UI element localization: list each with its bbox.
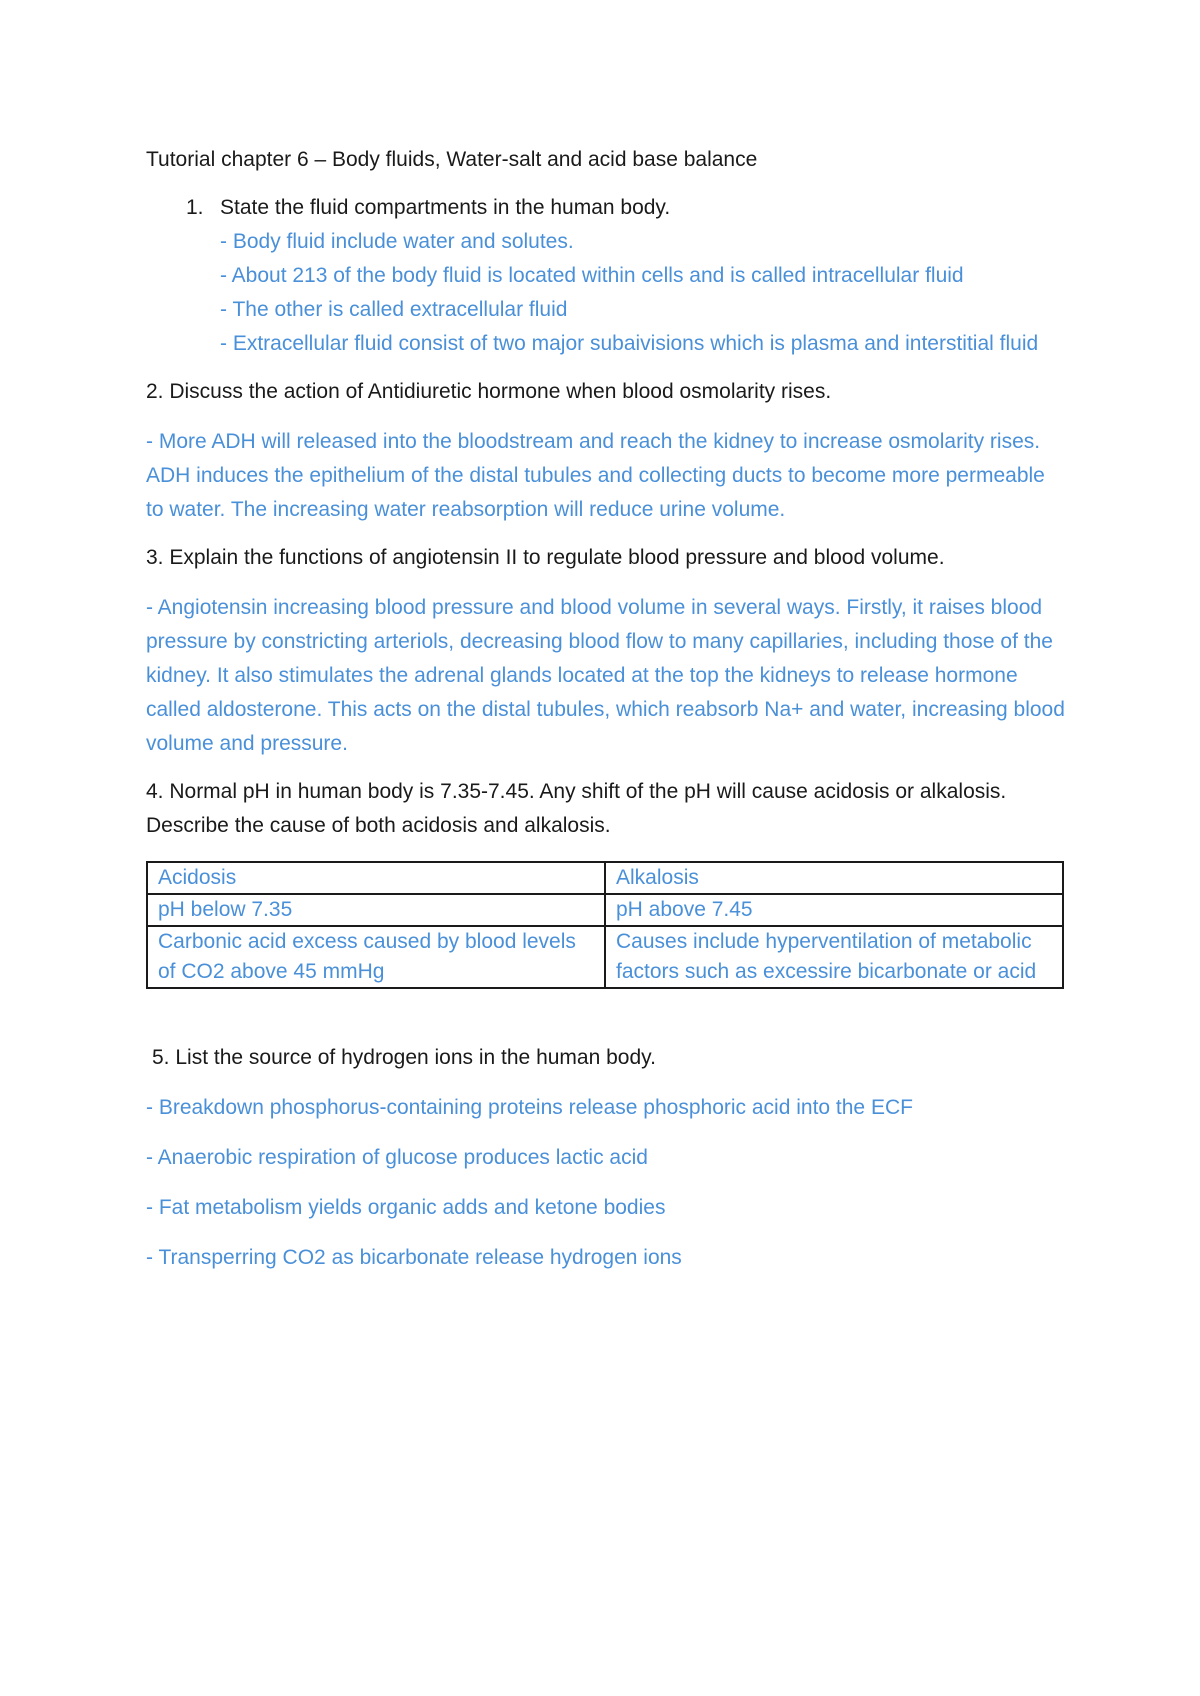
table-cell: pH below 7.35 xyxy=(147,894,605,926)
source-item: - Anaerobic respiration of glucose produces lactic acid xyxy=(146,1146,648,1169)
table-cell: Carbonic acid excess caused by blood levels of CO2 above 45 mmHg xyxy=(147,926,605,988)
question-2-text: 2. Discuss the action of Antidiuretic hormone when blood osmolarity rises. xyxy=(146,380,832,403)
table-header-cell: Alkalosis xyxy=(605,862,1063,894)
question-1-number: 1. xyxy=(186,196,204,219)
question-1-text: State the fluid compartments in the human body. xyxy=(220,196,671,219)
answer-line: - Extracellular fluid consist of two major subaivisions which is plasma and interstitial fluid xyxy=(220,332,1039,355)
table-row xyxy=(147,862,1063,894)
acidosis-alkalosis-table xyxy=(146,861,1064,989)
table-header-cell: Acidosis xyxy=(147,862,605,894)
answer-line: - Body fluid include water and solutes. xyxy=(220,230,574,253)
table-cell: pH above 7.45 xyxy=(605,894,1063,926)
question-4 xyxy=(146,775,1066,989)
question-4-text: 4. Normal pH in human body is 7.35-7.45. Any shift of the pH will cause acidosis or alkalosis. Describe the cause of both acidosis and alkalosis. xyxy=(146,780,1007,837)
answer-line: - The other is called extracellular fluid xyxy=(220,298,568,321)
question-1-answers xyxy=(220,225,1066,361)
document-title: Tutorial chapter 6 – Body fluids, Water-salt and acid base balance xyxy=(146,148,758,171)
document-page xyxy=(146,143,1066,1275)
table-row xyxy=(147,894,1063,926)
question-1 xyxy=(146,191,1066,361)
question-5 xyxy=(146,1041,1066,1275)
question-3 xyxy=(146,541,1066,761)
question-3-text: 3. Explain the functions of angiotensin II to regulate blood pressure and blood volume. xyxy=(146,546,945,569)
question-2 xyxy=(146,375,1066,527)
source-item: - Breakdown phosphorus-containing proteins release phosphoric acid into the ECF xyxy=(146,1096,913,1119)
table-cell: Causes include hyperventilation of metabolic factors such as excessire bicarbonate or acid xyxy=(605,926,1063,988)
question-5-text: 5. List the source of hydrogen ions in the human body. xyxy=(152,1046,656,1069)
source-item: - Transperring CO2 as bicarbonate release hydrogen ions xyxy=(146,1246,682,1269)
answer-line: - About 213 of the body fluid is located within cells and is called intracellular fluid xyxy=(220,264,964,287)
question-3-answer: - Angiotensin increasing blood pressure and blood volume in several ways. Firstly, it raises blood pressure by constricting arteriols, decreasing blood flow to many capillaries, including those of the kidney. It also stimulates the adrenal glands located at the top the kidneys to release hormone called aldosterone. This acts on the distal tubules, which reabsorb Na+ and water, increasing blood volume and pressure. xyxy=(146,596,1065,755)
table-row xyxy=(147,926,1063,988)
question-2-answer: - More ADH will released into the bloodstream and reach the kidney to increase osmolarity rises. ADH induces the epithelium of the distal tubules and collecting ducts to become more permeable to water. The increasing water reabsorption will reduce urine volume. xyxy=(146,430,1045,521)
source-item: - Fat metabolism yields organic adds and ketone bodies xyxy=(146,1196,666,1219)
